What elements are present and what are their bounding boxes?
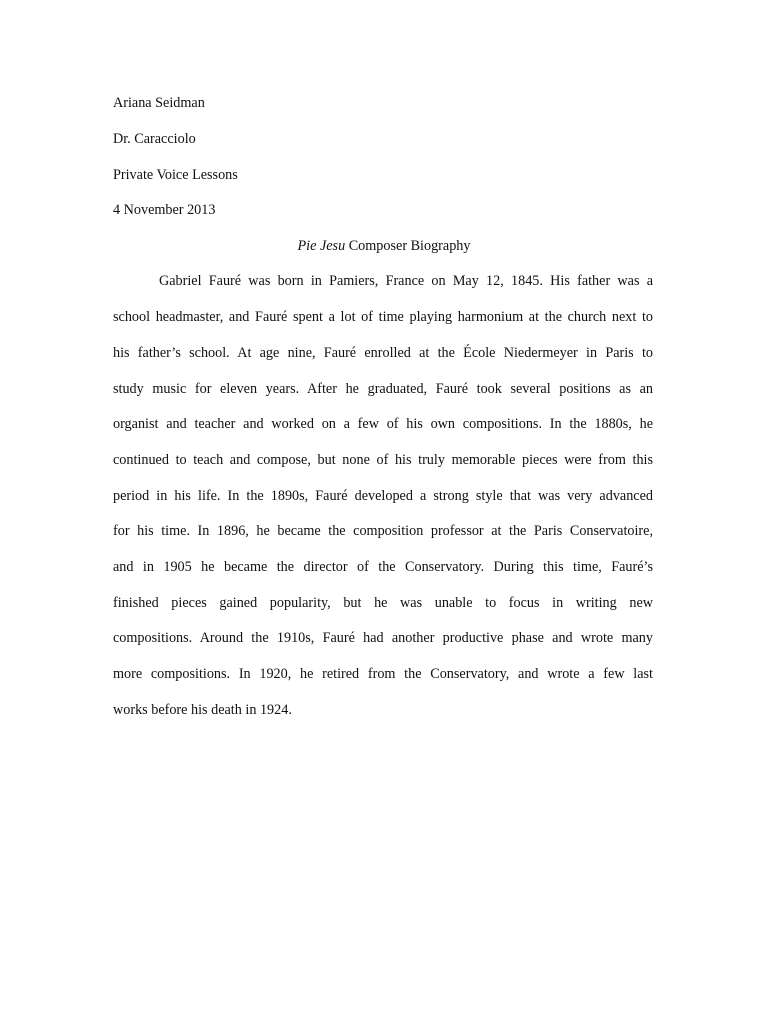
body-line: continued to teach and compose, but none of his truly memorable pieces were from this: [113, 452, 653, 468]
body-line: compositions. Around the 1910s, Fauré had another productive phase and wrote many: [113, 630, 653, 646]
body-line: his father’s school. At age nine, Fauré enrolled at the École Niedermeyer in Paris to: [113, 345, 653, 361]
body-line: school headmaster, and Fauré spent a lot of time playing harmonium at the church next to: [113, 309, 653, 325]
title-italic-part: Pie Jesu: [297, 238, 346, 254]
instructor-name: Dr. Caracciolo: [113, 131, 196, 147]
body-line: organist and teacher and worked on a few of his own compositions. In the 1880s, he: [113, 416, 653, 432]
body-line: study music for eleven years. After he graduated, Fauré took several positions as an: [113, 381, 653, 397]
body-line: and in 1905 he became the director of the Conservatory. During this time, Fauré’s: [113, 559, 653, 575]
student-name: Ariana Seidman: [113, 95, 205, 111]
date: 4 November 2013: [113, 202, 216, 218]
essay-title: [0, 237, 768, 255]
course-name: Private Voice Lessons: [113, 167, 238, 183]
body-line: period in his life. In the 1890s, Fauré developed a strong style that was very advanced: [113, 488, 653, 504]
body-line: more compositions. In 1920, he retired from the Conservatory, and wrote a few last: [113, 666, 653, 682]
body-line: for his time. In 1896, he became the composition professor at the Paris Conservatoire,: [113, 523, 653, 539]
body-line: Gabriel Fauré was born in Pamiers, France on May 12, 1845. His father was a: [159, 273, 653, 289]
body-line: works before his death in 1924.: [113, 702, 292, 718]
body-line: finished pieces gained popularity, but he was unable to focus in writing new: [113, 595, 653, 611]
title-rest: Composer Biography: [348, 238, 471, 254]
